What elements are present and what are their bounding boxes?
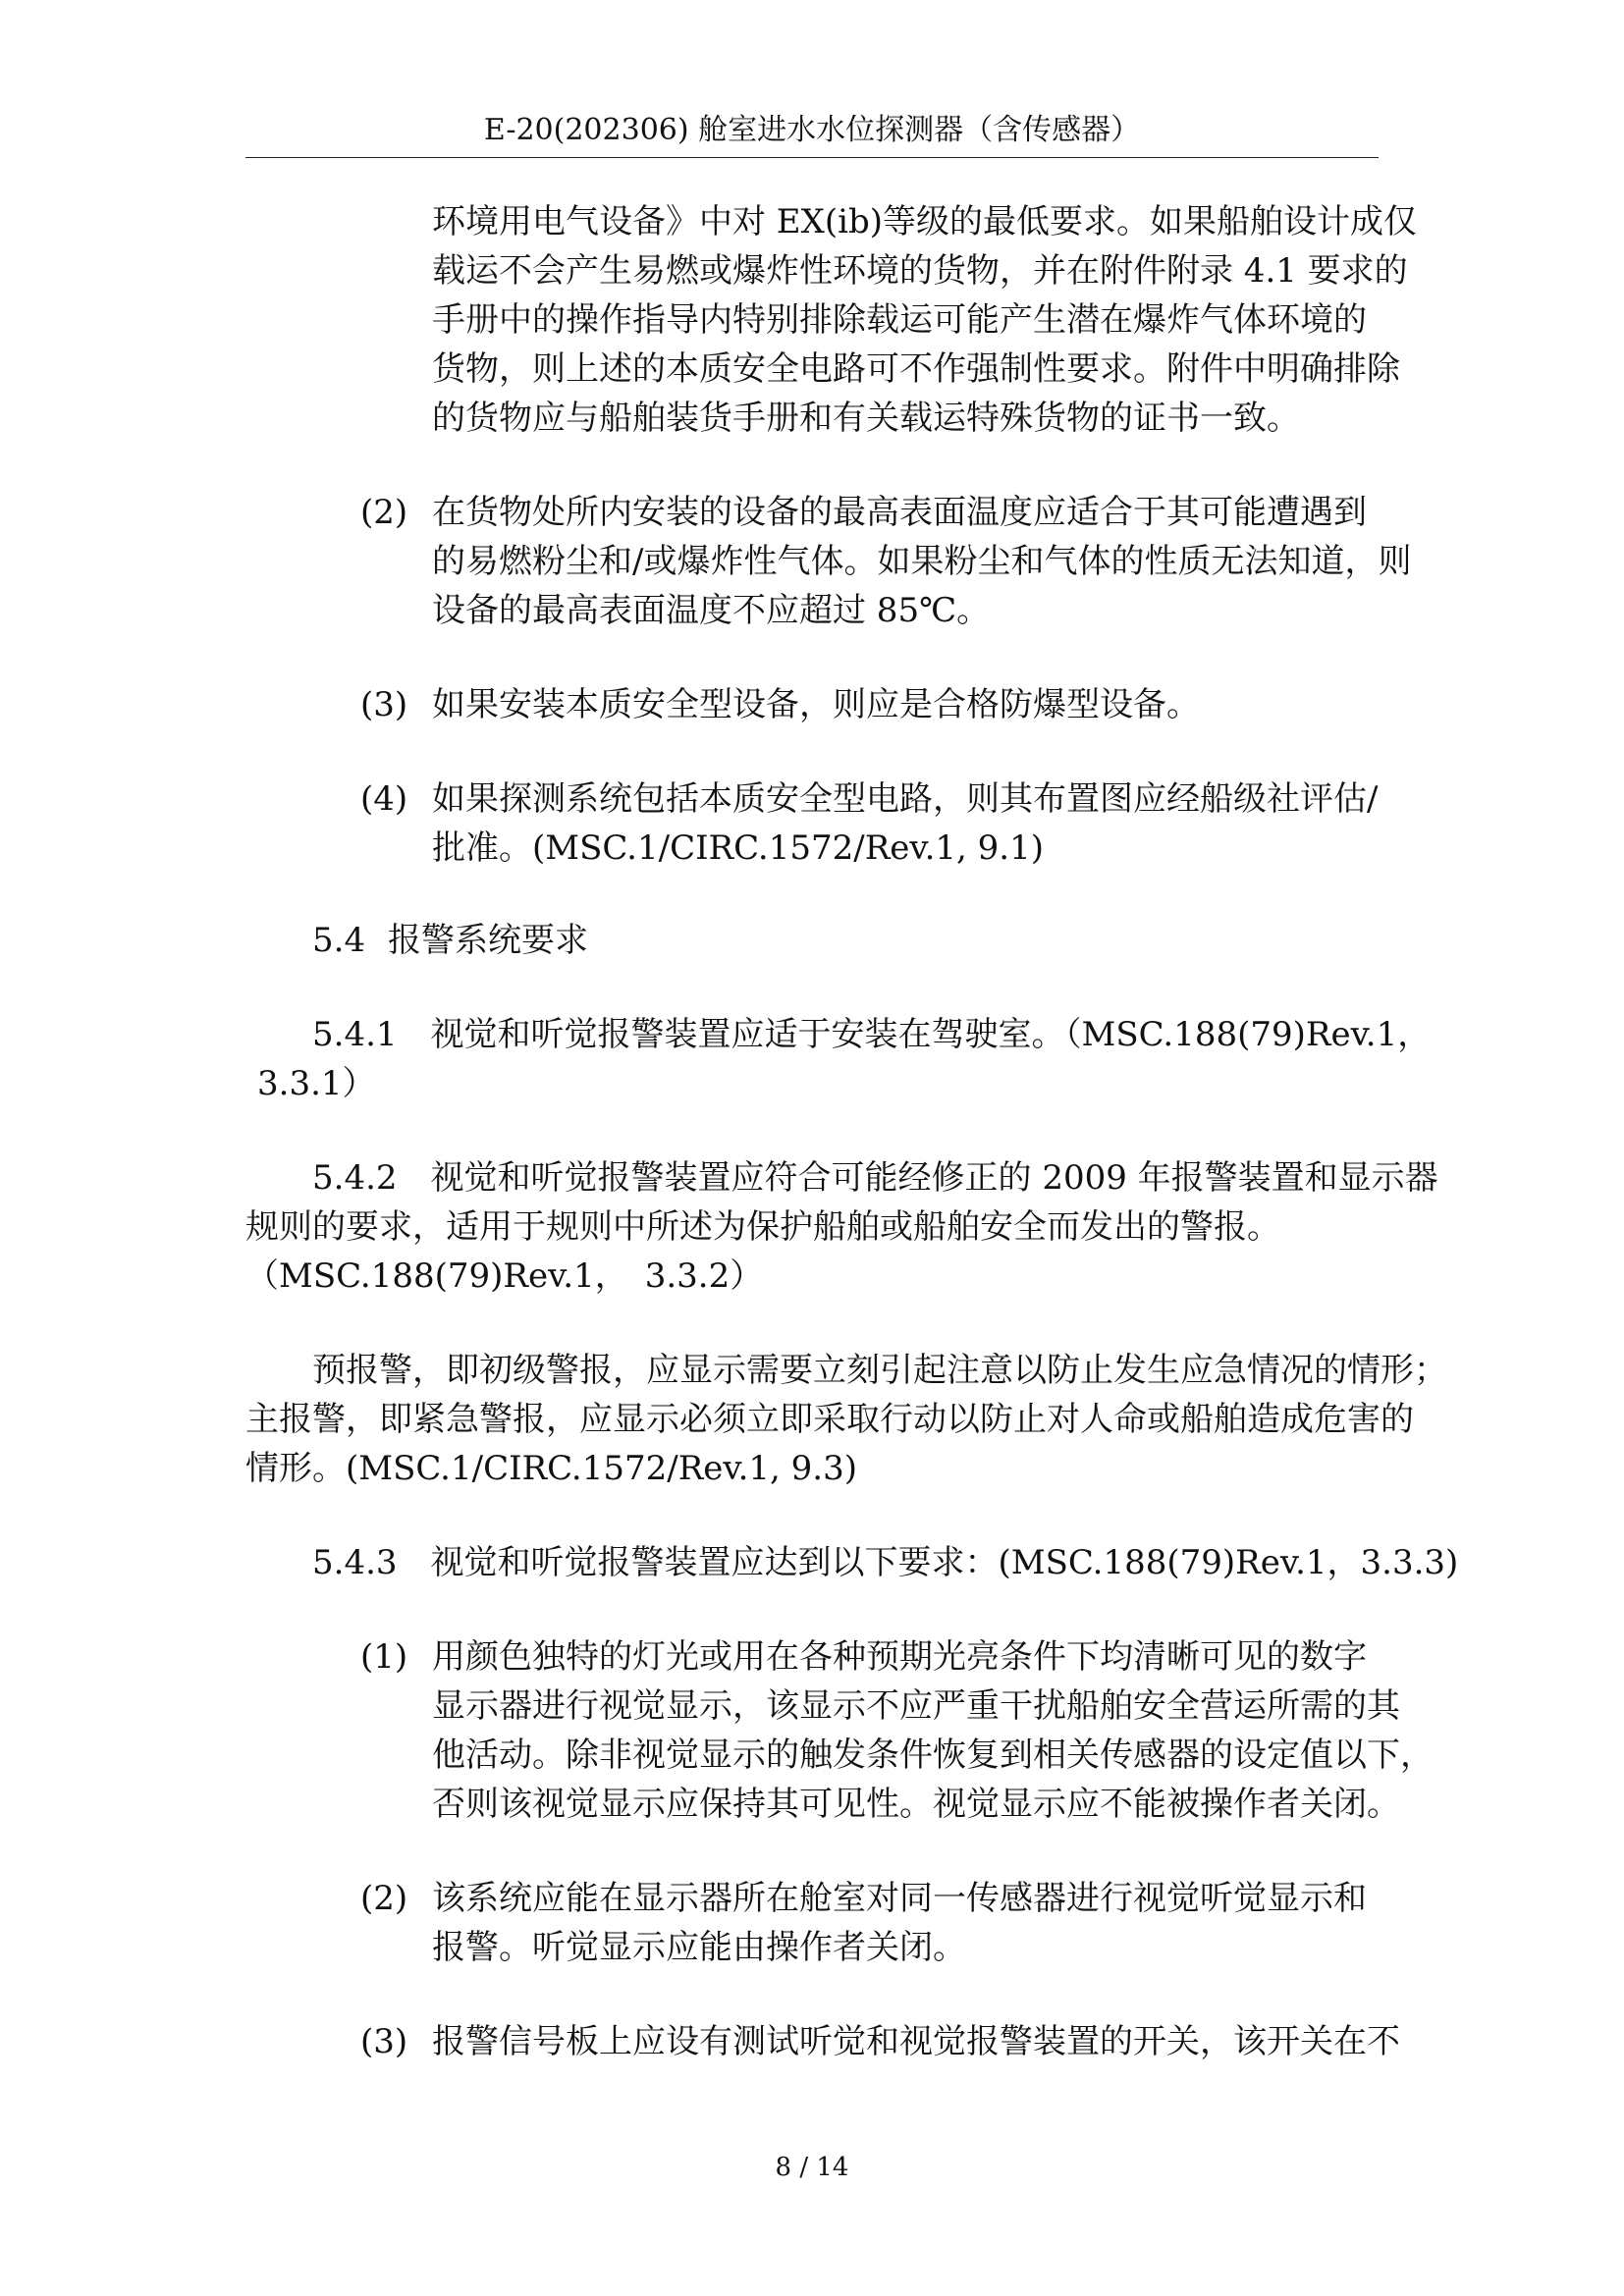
list-item-line: 设备的最高表面温度不应超过 85℃。 [432, 591, 991, 630]
section-number: 5.4 [312, 921, 366, 960]
pre-alarm-line: 主报警，即紧急警报，应显示必须立即采取行动以防止对人命或船舶造成危害的 [245, 1400, 1414, 1439]
list-item-number: (3) [360, 685, 408, 724]
list-item-number: (2) [360, 1879, 408, 1918]
clause-5-4-1-line: 3.3.1） [257, 1064, 376, 1103]
list-item-number: (1) [360, 1637, 408, 1677]
section-title: 报警系统要求 [388, 921, 588, 960]
list-item-line: 报警。听觉显示应能由操作者关闭。 [432, 1928, 966, 1967]
intro-line: 环境用电气设备》中对 EX(ib)等级的最低要求。如果船舶设计成仅 [432, 202, 1417, 241]
list-item-line: 在货物处所内安装的设备的最高表面温度应适合于其可能遭遇到 [432, 493, 1367, 532]
clause-5-4-1-line: 5.4.1 视觉和听觉报警装置应适于安装在驾驶室。（MSC.188(79)Rev.1， [312, 1015, 1432, 1054]
list-item-line: 显示器进行视觉显示，该显示不应严重干扰船舶安全营运所需的其 [432, 1686, 1400, 1726]
list-item-number: (4) [360, 779, 408, 819]
intro-line: 的货物应与船舶装货手册和有关载运特殊货物的证书一致。 [432, 399, 1300, 438]
clause-5-4-2-line: 5.4.2 视觉和听觉报警装置应符合可能经修正的 2009 年报警装置和显示器 [312, 1158, 1438, 1198]
intro-line: 手册中的操作指导内特别排除载运可能产生潜在爆炸气体环境的 [432, 300, 1367, 340]
list-item-line: 的易燃粉尘和/或爆炸性气体。如果粉尘和气体的性质无法知道，则 [432, 542, 1412, 581]
header-divider [245, 157, 1379, 158]
list-item-line: 如果探测系统包括本质安全型电路，则其布置图应经船级社评估/ [432, 779, 1379, 819]
list-item-line: 该系统应能在显示器所在舱室对同一传感器进行视觉听觉显示和 [432, 1879, 1367, 1918]
list-item-number: (3) [360, 2022, 408, 2061]
clause-5-4-2-line: 规则的要求，适用于规则中所述为保护船舶或船舶安全而发出的警报。 [245, 1207, 1280, 1247]
list-item-number: (2) [360, 493, 408, 532]
intro-line: 载运不会产生易燃或爆炸性环境的货物，并在附件附录 4.1 要求的 [432, 251, 1408, 291]
list-item-line: 否则该视觉显示应保持其可见性。视觉显示应不能被操作者关闭。 [432, 1785, 1400, 1824]
list-item-line: 他活动。除非视觉显示的触发条件恢复到相关传感器的设定值以下， [432, 1735, 1434, 1775]
clause-5-4-2-line: （MSC.188(79)Rev.1， 3.3.2） [245, 1256, 764, 1296]
page-header-title: E-20(202306) 舱室进水水位探测器（含传感器） [483, 113, 1141, 147]
list-item-line: 报警信号板上应设有测试听觉和视觉报警装置的开关，该开关在不 [432, 2022, 1400, 2061]
list-item-line: 如果安装本质安全型设备，则应是合格防爆型设备。 [432, 685, 1200, 724]
pre-alarm-line: 情形。(MSC.1/CIRC.1572/Rev.1, 9.3) [245, 1449, 857, 1488]
list-item-line: 用颜色独特的灯光或用在各种预期光亮条件下均清晰可见的数字 [432, 1637, 1367, 1677]
list-item-line: 批准。(MSC.1/CIRC.1572/Rev.1, 9.1) [432, 828, 1044, 868]
intro-line: 货物，则上述的本质安全电路可不作强制性要求。附件中明确排除 [432, 349, 1400, 389]
pre-alarm-line: 预报警，即初级警报，应显示需要立刻引起注意以防止发生应急情况的情形； [312, 1351, 1447, 1390]
clause-5-4-3: 5.4.3 视觉和听觉报警装置应达到以下要求：(MSC.188(79)Rev.1，3.3.3) [312, 1543, 1459, 1582]
page-number: 8 / 14 [775, 2153, 849, 2182]
